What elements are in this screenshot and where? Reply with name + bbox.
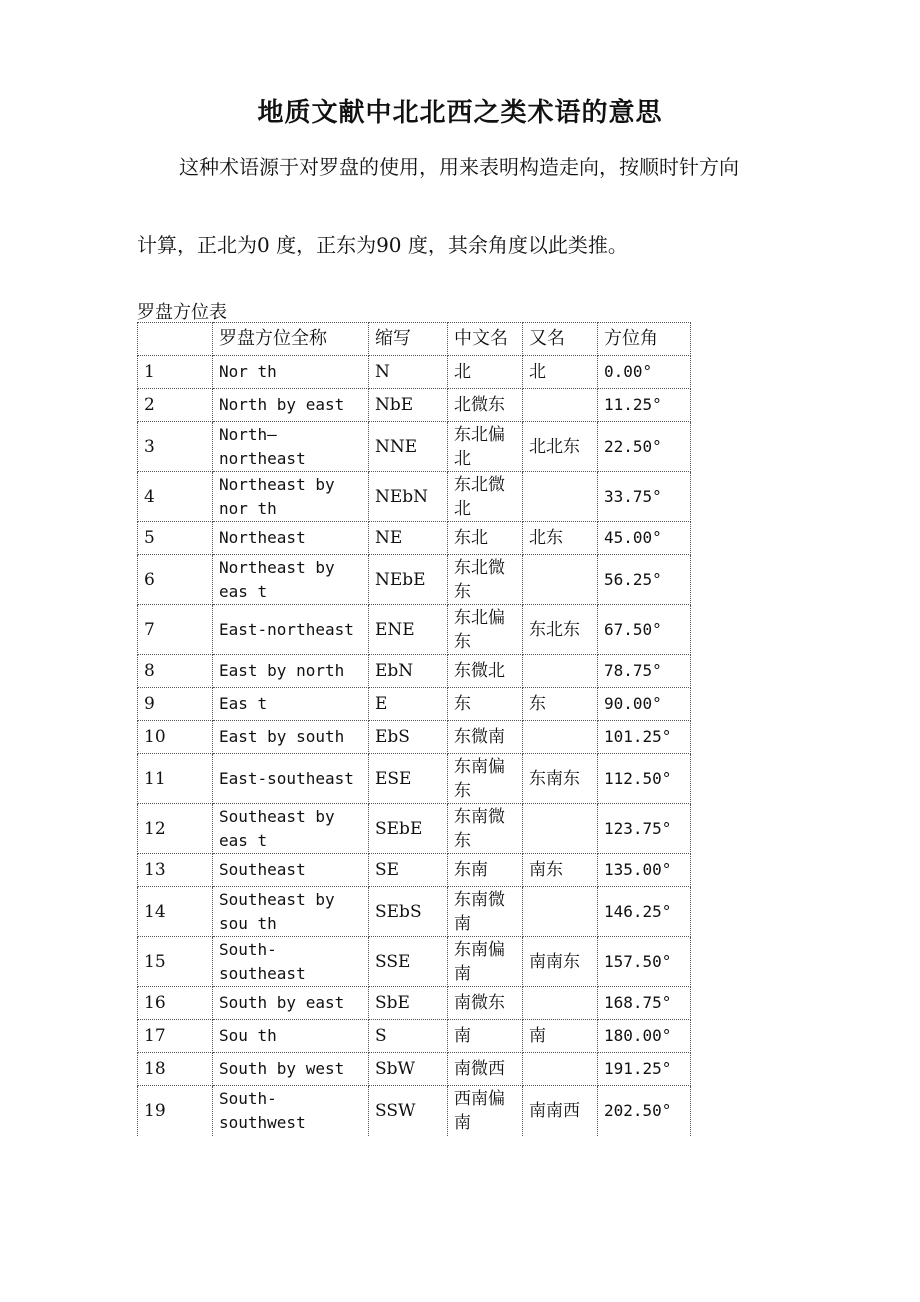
cell-bearing-angle: 168.75° <box>598 987 691 1020</box>
cell-number: 11 <box>138 754 213 804</box>
cell-chinese-name: 北 <box>448 356 523 389</box>
table-row <box>138 754 691 804</box>
cell-bearing-angle: 22.50° <box>598 422 691 472</box>
cell-full-name: Eas t <box>213 688 369 721</box>
cell-chinese-name: 东南微东 <box>448 804 523 854</box>
cell-full-name: Northeast <box>213 522 369 555</box>
cell-number: 8 <box>138 655 213 688</box>
cell-number: 14 <box>138 887 213 937</box>
cell-chinese-name: 南 <box>448 1020 523 1053</box>
cell-chinese-name: 东南偏南 <box>448 937 523 987</box>
table-row <box>138 356 691 389</box>
cell-chinese-name: 东北微北 <box>448 472 523 522</box>
cell-abbreviation: SbE <box>369 987 448 1020</box>
cell-abbreviation: E <box>369 688 448 721</box>
cell-alias <box>523 655 598 688</box>
table-row <box>138 1053 691 1086</box>
cell-chinese-name: 东南偏东 <box>448 754 523 804</box>
header-chinese-name: 中文名 <box>448 323 523 356</box>
cell-number: 10 <box>138 721 213 754</box>
cell-alias: 南 <box>523 1020 598 1053</box>
cell-chinese-name: 东微北 <box>448 655 523 688</box>
cell-alias <box>523 555 598 605</box>
cell-full-name: East-northeast <box>213 605 369 655</box>
cell-alias <box>523 804 598 854</box>
cell-full-name: South by east <box>213 987 369 1020</box>
table-row <box>138 422 691 472</box>
cell-alias <box>523 987 598 1020</box>
compass-bearing-table <box>137 322 691 1136</box>
cell-chinese-name: 东南微南 <box>448 887 523 937</box>
header-bearing-angle: 方位角 <box>598 323 691 356</box>
cell-abbreviation: NNE <box>369 422 448 472</box>
cell-chinese-name: 东北偏东 <box>448 605 523 655</box>
cell-full-name: South-southwest <box>213 1086 369 1136</box>
cell-number: 12 <box>138 804 213 854</box>
cell-full-name: Sou th <box>213 1020 369 1053</box>
cell-alias: 东南东 <box>523 754 598 804</box>
cell-abbreviation: SbW <box>369 1053 448 1086</box>
cell-chinese-name: 东南 <box>448 854 523 887</box>
intro-paragraph: 这种术语源于对罗盘的使用，用来表明构造走向，按顺时针方向 <box>179 155 739 179</box>
cell-bearing-angle: 191.25° <box>598 1053 691 1086</box>
cell-alias: 南南西 <box>523 1086 598 1136</box>
cell-full-name: North—northeast <box>213 422 369 472</box>
cell-number: 2 <box>138 389 213 422</box>
cell-alias: 东 <box>523 688 598 721</box>
cell-number: 6 <box>138 555 213 605</box>
cell-number: 18 <box>138 1053 213 1086</box>
table-row <box>138 688 691 721</box>
cell-bearing-angle: 0.00° <box>598 356 691 389</box>
cell-chinese-name: 东北偏北 <box>448 422 523 472</box>
cell-bearing-angle: 56.25° <box>598 555 691 605</box>
cell-number: 13 <box>138 854 213 887</box>
cell-full-name: South-southeast <box>213 937 369 987</box>
cell-alias: 东北东 <box>523 605 598 655</box>
cell-bearing-angle: 146.25° <box>598 887 691 937</box>
table-row <box>138 555 691 605</box>
cell-abbreviation: EbS <box>369 721 448 754</box>
cell-alias: 南南东 <box>523 937 598 987</box>
cell-number: 4 <box>138 472 213 522</box>
cell-bearing-angle: 202.50° <box>598 1086 691 1136</box>
table-row <box>138 472 691 522</box>
table-row <box>138 854 691 887</box>
cell-number: 17 <box>138 1020 213 1053</box>
cell-chinese-name: 东北微东 <box>448 555 523 605</box>
cell-full-name: East-southeast <box>213 754 369 804</box>
table-row <box>138 804 691 854</box>
cell-abbreviation: SE <box>369 854 448 887</box>
cell-bearing-angle: 157.50° <box>598 937 691 987</box>
header-full-name: 罗盘方位全称 <box>213 323 369 356</box>
cell-number: 5 <box>138 522 213 555</box>
cell-abbreviation: EbN <box>369 655 448 688</box>
cell-chinese-name: 南微东 <box>448 987 523 1020</box>
cell-bearing-angle: 135.00° <box>598 854 691 887</box>
cell-full-name: East by north <box>213 655 369 688</box>
cell-chinese-name: 东微南 <box>448 721 523 754</box>
intro-paragraph-continued: 计算，正北为0 度，正东为90 度，其余角度以此类推。 <box>137 233 628 257</box>
table-body <box>138 356 691 1136</box>
table-row <box>138 887 691 937</box>
cell-abbreviation: NbE <box>369 389 448 422</box>
cell-bearing-angle: 180.00° <box>598 1020 691 1053</box>
cell-number: 15 <box>138 937 213 987</box>
table-row <box>138 721 691 754</box>
cell-bearing-angle: 112.50° <box>598 754 691 804</box>
cell-number: 9 <box>138 688 213 721</box>
cell-bearing-angle: 33.75° <box>598 472 691 522</box>
cell-bearing-angle: 11.25° <box>598 389 691 422</box>
cell-abbreviation: S <box>369 1020 448 1053</box>
cell-abbreviation: SEbS <box>369 887 448 937</box>
cell-full-name: Southeast <box>213 854 369 887</box>
page-title: 地质文献中北北西之类术语的意思 <box>257 98 663 128</box>
cell-abbreviation: SEbE <box>369 804 448 854</box>
cell-abbreviation: ENE <box>369 605 448 655</box>
cell-chinese-name: 北微东 <box>448 389 523 422</box>
table-caption: 罗盘方位表 <box>137 302 227 323</box>
cell-abbreviation: SSW <box>369 1086 448 1136</box>
cell-full-name: Nor th <box>213 356 369 389</box>
cell-number: 1 <box>138 356 213 389</box>
cell-bearing-angle: 67.50° <box>598 605 691 655</box>
cell-abbreviation: NEbE <box>369 555 448 605</box>
table-row <box>138 1086 691 1136</box>
cell-abbreviation: SSE <box>369 937 448 987</box>
table-header-row <box>138 323 691 356</box>
cell-alias <box>523 721 598 754</box>
cell-alias: 北北东 <box>523 422 598 472</box>
cell-chinese-name: 东 <box>448 688 523 721</box>
cell-full-name: East by south <box>213 721 369 754</box>
table-row <box>138 522 691 555</box>
cell-bearing-angle: 45.00° <box>598 522 691 555</box>
table-row <box>138 389 691 422</box>
cell-bearing-angle: 78.75° <box>598 655 691 688</box>
cell-number: 7 <box>138 605 213 655</box>
table-row <box>138 605 691 655</box>
cell-full-name: South by west <box>213 1053 369 1086</box>
header-number <box>138 323 213 356</box>
cell-abbreviation: N <box>369 356 448 389</box>
cell-alias: 北东 <box>523 522 598 555</box>
cell-full-name: Southeast by sou th <box>213 887 369 937</box>
cell-chinese-name: 西南偏南 <box>448 1086 523 1136</box>
cell-alias <box>523 887 598 937</box>
cell-full-name: North by east <box>213 389 369 422</box>
cell-alias: 北 <box>523 356 598 389</box>
cell-chinese-name: 东北 <box>448 522 523 555</box>
cell-abbreviation: ESE <box>369 754 448 804</box>
cell-abbreviation: NE <box>369 522 448 555</box>
cell-abbreviation: NEbN <box>369 472 448 522</box>
cell-full-name: Southeast by eas t <box>213 804 369 854</box>
cell-alias <box>523 1053 598 1086</box>
cell-number: 16 <box>138 987 213 1020</box>
cell-bearing-angle: 90.00° <box>598 688 691 721</box>
table-row <box>138 937 691 987</box>
cell-number: 3 <box>138 422 213 472</box>
header-alias: 又名 <box>523 323 598 356</box>
table-row <box>138 987 691 1020</box>
cell-full-name: Northeast by eas t <box>213 555 369 605</box>
cell-alias <box>523 389 598 422</box>
table-row <box>138 655 691 688</box>
cell-bearing-angle: 123.75° <box>598 804 691 854</box>
cell-alias: 南东 <box>523 854 598 887</box>
table-row <box>138 1020 691 1053</box>
cell-alias <box>523 472 598 522</box>
cell-number: 19 <box>138 1086 213 1136</box>
cell-chinese-name: 南微西 <box>448 1053 523 1086</box>
cell-bearing-angle: 101.25° <box>598 721 691 754</box>
header-abbreviation: 缩写 <box>369 323 448 356</box>
cell-full-name: Northeast by nor th <box>213 472 369 522</box>
